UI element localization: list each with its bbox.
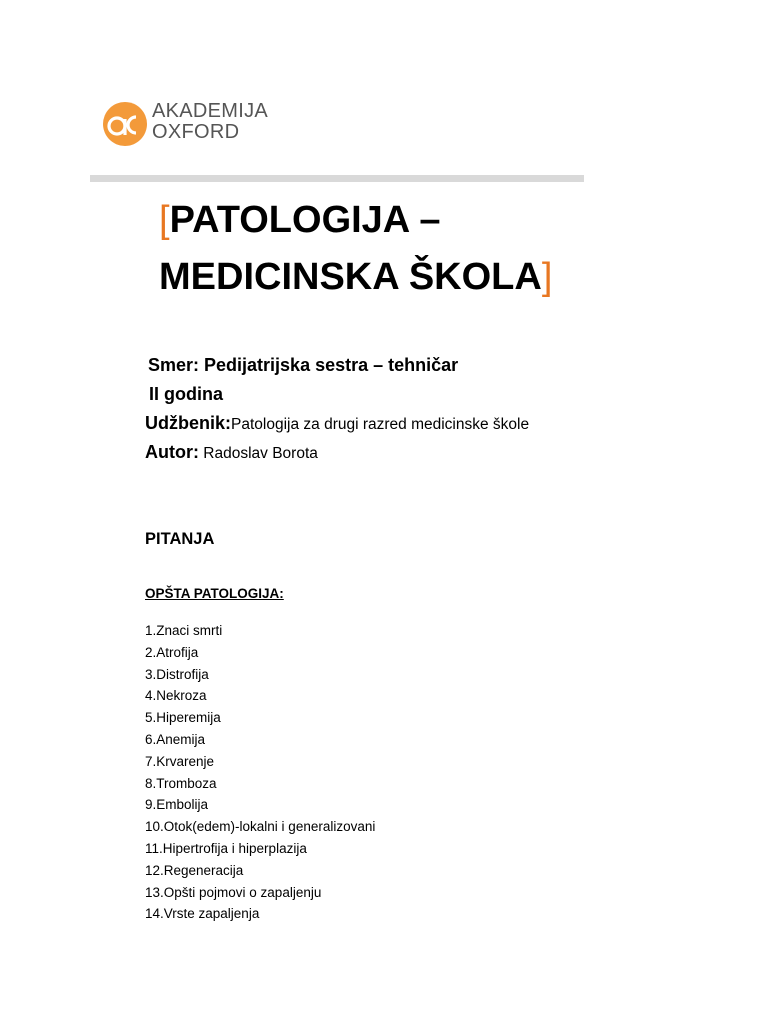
- list-item: 13.Opšti pojmovi o zapaljenju: [145, 884, 322, 900]
- meta-autor: [145, 441, 318, 465]
- logo-mark-icon: [102, 99, 148, 149]
- logo-line-1: AKADEMIJA: [152, 100, 269, 122]
- list-item: 1.Znaci smrti: [145, 623, 223, 638]
- list-item: 12.Regeneracija: [145, 862, 244, 878]
- header-divider: [90, 175, 584, 182]
- list-item: 2.Atrofija: [145, 644, 199, 660]
- logo-line-2: OXFORD: [152, 121, 240, 143]
- document-title: [159, 192, 552, 306]
- list-item: 11.Hipertrofija i hiperplazija: [145, 840, 307, 856]
- autor-value: Radoslav Borota: [198, 445, 318, 462]
- title-line-2: [159, 249, 552, 306]
- list-item: 3.Distrofija: [145, 666, 209, 682]
- title-line-1: [159, 192, 552, 249]
- question-list: [145, 620, 375, 925]
- list-item: 4.Nekroza: [145, 688, 207, 704]
- pitanja-heading: PITANJA: [145, 530, 215, 548]
- list-item: 6.Anemija: [145, 731, 206, 747]
- meta-godina: II godina: [149, 384, 223, 404]
- meta-smer: Smer: Pedijatrijska sestra – tehničar: [148, 355, 459, 375]
- list-item: 5.Hiperemija: [145, 710, 221, 726]
- list-item: 9.Embolija: [145, 797, 209, 813]
- akademija-oxford-logo: [102, 99, 272, 151]
- list-item: 7.Krvarenje: [145, 753, 215, 769]
- title-text-1: PATOLOGIJA –: [169, 199, 441, 241]
- title-text-2: MEDICINSKA ŠKOLA: [159, 256, 542, 298]
- udzbenik-label: Udžbenik:: [145, 413, 232, 433]
- logo-wordmark: [152, 101, 268, 143]
- list-item: 14.Vrste zapaljenja: [145, 906, 260, 922]
- list-item: 10.Otok(edem)-lokalni i generalizovani: [145, 819, 376, 835]
- list-item: 8.Tromboza: [145, 775, 217, 791]
- title-bracket-close: ]: [541, 256, 553, 298]
- autor-label: Autor:: [145, 442, 199, 462]
- section-heading: OPŠTA PATOLOGIJA:: [145, 586, 284, 601]
- title-bracket-open: [: [159, 199, 170, 241]
- meta-udzbenik: [145, 412, 529, 436]
- udzbenik-value: Patologija za drugi razred medicinske škole: [231, 416, 530, 433]
